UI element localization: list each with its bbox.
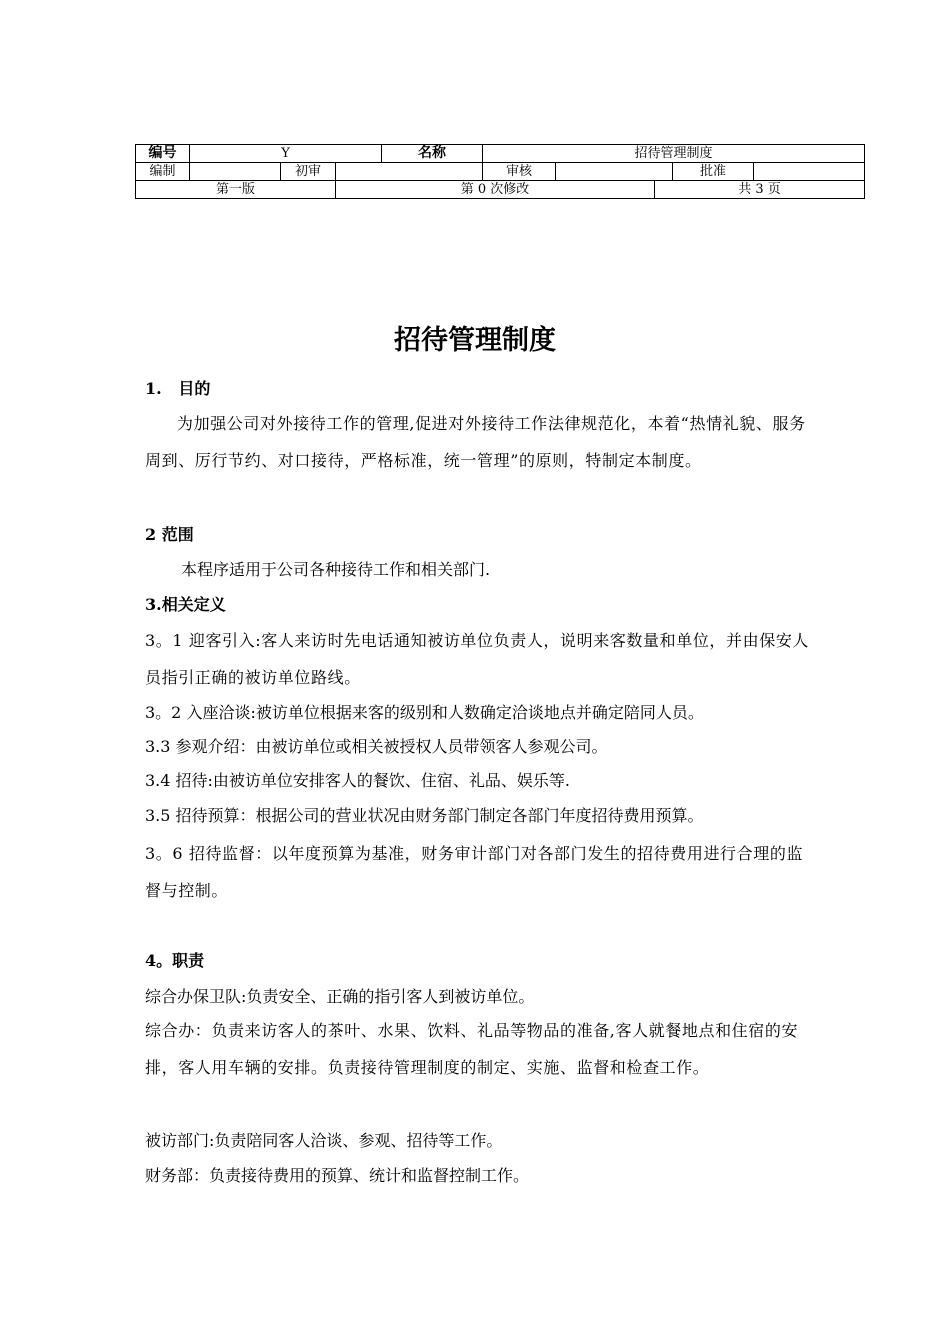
name-value: 招待管理制度 [483, 145, 865, 163]
header-row-2 [136, 163, 865, 181]
header-info-table [135, 144, 865, 199]
code-value: Y [190, 145, 382, 163]
definition-3-5: 3.5 招待预算：根据公司的营业状况由财务部门制定各部门年度招待费用预算。 [145, 806, 704, 825]
code-label: 编号 [136, 145, 190, 163]
document-title: 招待管理制度 [394, 325, 556, 356]
first-review-label: 初审 [281, 163, 336, 181]
approve-label: 批准 [673, 163, 754, 181]
header-row-1 [136, 145, 865, 163]
section-4-heading: 4。职责 [145, 951, 205, 970]
definition-3-2: 3。2 入座洽谈:被访单位根据来客的级别和人数确定洽谈地点并确定陪同人员。 [145, 703, 704, 722]
duty-visited-department: 被访部门:负责陪同客人洽谈、参观、招待等工作。 [145, 1131, 503, 1150]
duty-general-office: 综合办：负责来访客人的茶叶、水果、饮料、礼品等物品的准备,客人就餐地点和住宿的安排，客人用车辆的安排。负责接待管理制度的制定、实施、监督和检查工作。 [145, 1021, 799, 1077]
pages-cell: 共 3 页 [655, 181, 865, 199]
section-3-heading: 3.相关定义 [145, 595, 226, 614]
definition-3-3: 3.3 参观介绍：由被访单位或相关被授权人员带领客人参观公司。 [145, 737, 608, 756]
duty-security: 综合办保卫队:负责安全、正确的指引客人到被访单位。 [145, 987, 535, 1006]
definition-3-1: 3。1 迎客引入:客人来访时先电话通知被访单位负责人，说明来客数量和单位，并由保安人员指引正确的被访单位路线。 [145, 631, 810, 687]
section-1-heading: 1. 目的 [145, 379, 211, 398]
duty-finance: 财务部：负责接待费用的预算、统计和监督控制工作。 [145, 1166, 530, 1185]
edition-cell: 第一版 [136, 181, 336, 199]
section-2-heading: 2 范围 [145, 525, 194, 544]
revision-cell: 第 0 次修改 [336, 181, 655, 199]
section-1-body: 为加强公司对外接待工作的管理,促进对外接待工作法律规范化，本着“热情礼貌、服务周到、厉行节约、对口接待，严格标准，统一管理”的原则，特制定本制度。 [145, 414, 806, 470]
review-value [556, 163, 673, 181]
review-label: 审核 [483, 163, 556, 181]
first-review-value [336, 163, 483, 181]
header-row-3 [136, 181, 865, 199]
author-value [190, 163, 281, 181]
author-label: 编制 [136, 163, 190, 181]
definition-3-4: 3.4 招待:由被访单位安排客人的餐饮、住宿、礼品、娱乐等. [145, 771, 571, 790]
name-label: 名称 [382, 145, 483, 163]
approve-value [754, 163, 865, 181]
section-2-body: 本程序适用于公司各种接待工作和相关部门. [181, 560, 491, 579]
definition-3-6: 3。6 招待监督：以年度预算为基准，财务审计部门对各部门发生的招待费用进行合理的监督与控制。 [145, 844, 804, 900]
